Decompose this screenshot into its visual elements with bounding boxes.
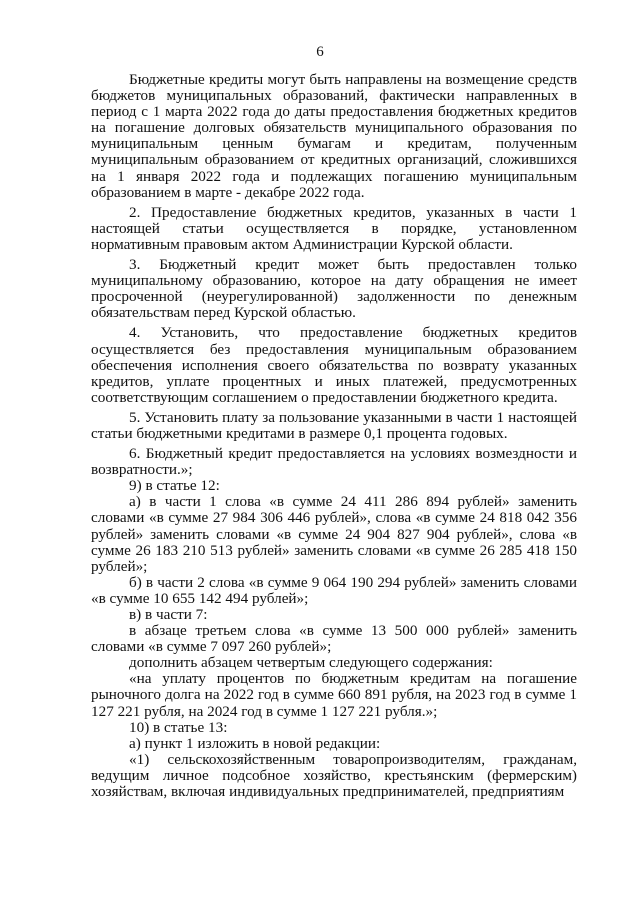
paragraph-article-12-a: а) в части 1 слова «в сумме 24 411 286 894 рублей» заменить словами «в сумме 27 984 306 446 рублей», слова «в сумме 24 818 042 356 рублей» заменить словами «в сумме 24 904 827 904 рублей», слова «в сумме 26 183 210 513 рублей» заменить словами «в сумме 26 285 418 150 рублей»; (91, 493, 577, 575)
paragraph-article-12-b: б) в части 2 слова «в сумме 9 064 190 294 рублей» заменить словами «в сумме 10 655 142 494 рублей»; (91, 573, 577, 607)
paragraph-third-abzac: в абзаце третьем слова «в сумме 13 500 000 рублей» заменить словами «в сумме 7 097 260 рублей»; (91, 622, 577, 656)
paragraph-item-3: 3. Бюджетный кредит может быть предоставлен только муниципальному образованию, которое на дату обращения не имеет просроченной (неурегулированной) задолженности по денежным обязательствам перед Курской областью. (91, 256, 577, 322)
paragraph-item-6: 6. Бюджетный кредит предоставляется на условиях возмездности и возвратности.»; (91, 445, 577, 479)
page-number: 6 (316, 44, 324, 60)
paragraph-new-edition-item-1: «1) сельскохозяйственным товаропроизводителям, гражданам, ведущим личное подсобное хозяйство, крестьянским (фермерским) хозяйствам, включая индивидуальных предпринимателей, предприятиям (91, 750, 577, 801)
paragraph-interest-payment: «на уплату процентов по бюджетным кредитам на погашение рыночного долга на 2022 год в сумме 660 891 рубля, на 2023 год в сумме 1 127 221 рубля, на 2024 год в сумме 1 127 221 рубля.»; (91, 670, 577, 720)
paragraph-item-4: 4. Установить, что предоставление бюджетных кредитов осуществляется без предоставления муниципальным образованием обеспечения исполнения своего обязательства по возврату указанных кредитов, уплате процентных и иных платежей, предусмотренных соответствующим соглашением о предоставлении бюджетного кредита. (91, 324, 577, 406)
document-body (91, 72, 577, 800)
paragraph-credit-purpose: Бюджетные кредиты могут быть направлены на возмещение средств бюджетов муниципальных образований, фактически направленных в период с 1 марта 2022 года до даты предоставления бюджетных кредитов на погашение долговых обязательств муниципального образования по муниципальным ценным бумагам и кредитам, полученным муниципальным образованием от кредитных организаций, сложившихся на 1 января 2022 года и подлежащих погашению муниципальным образованием в марте - декабре 2022 года. (91, 71, 577, 201)
paragraph-article-13: 10) в статье 13: (129, 718, 228, 736)
paragraph-article-13-a: а) пункт 1 изложить в новой редакции: (129, 734, 381, 752)
paragraph-add-fourth-abzac: дополнить абзацем четвертым следующего содержания: (129, 654, 493, 672)
paragraph-item-5: 5. Установить плату за пользование указанными в части 1 настоящей статьи бюджетными кредитами в размере 0,1 процента годовых. (91, 408, 577, 442)
paragraph-item-2: 2. Предоставление бюджетных кредитов, указанных в части 1 настоящей статьи осуществляется в порядке, установленном нормативным правовым актом Администрации Курской области. (91, 203, 577, 253)
paragraph-article-12: 9) в статье 12: (129, 477, 220, 495)
paragraph-article-12-v: в) в части 7: (129, 606, 208, 623)
